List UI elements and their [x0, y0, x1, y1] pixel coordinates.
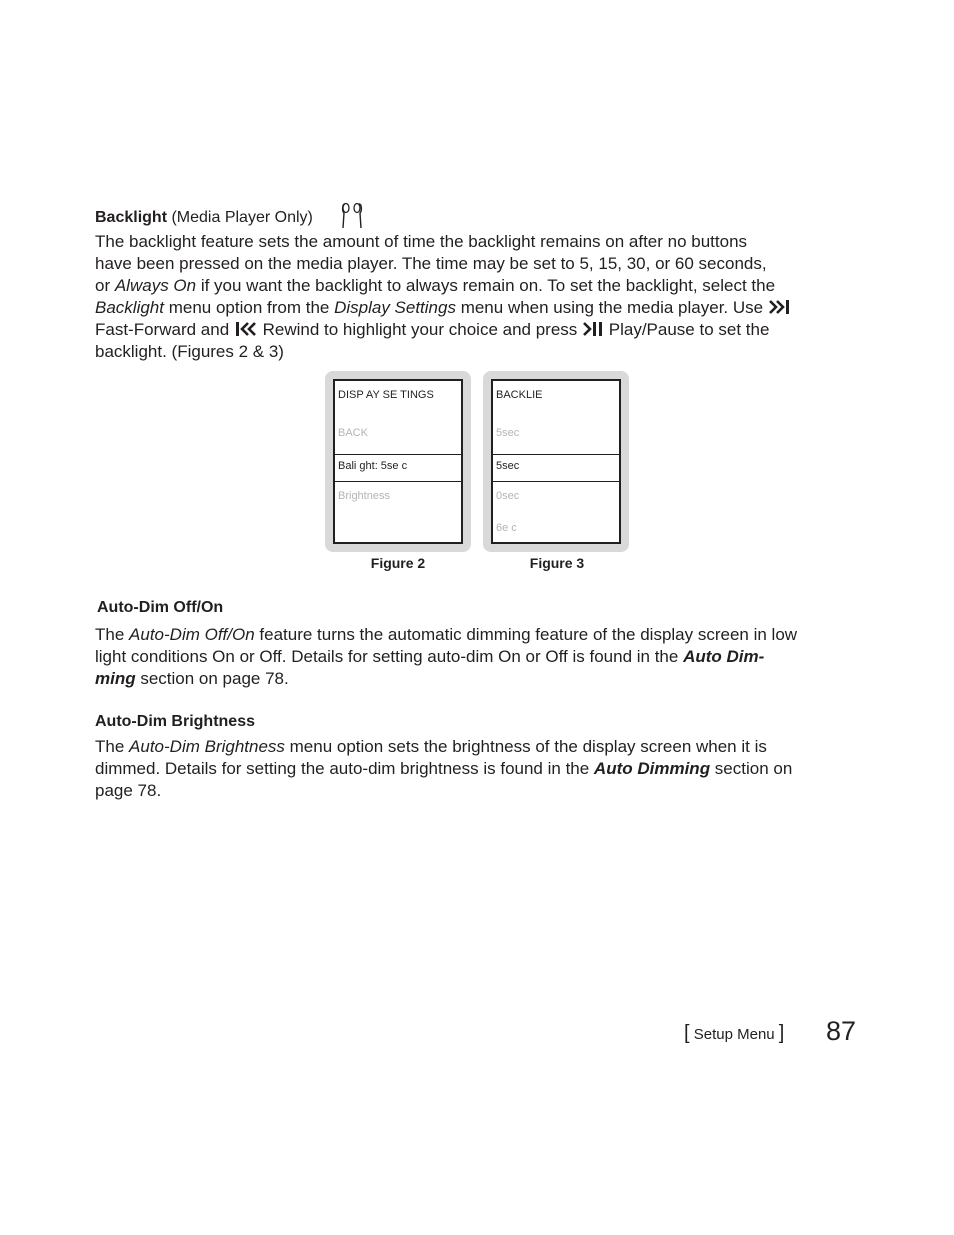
text-line	[95, 624, 885, 646]
screen-row: 0sec	[496, 490, 520, 502]
italic-term: Backlight	[95, 298, 164, 317]
text-span: menu option sets the brightness of the display screen when it is	[284, 737, 767, 756]
footer-section-name: Setup Menu	[693, 1026, 775, 1043]
text-span: if you want the backlight to always remain on. To set the backlight, select the	[196, 276, 776, 295]
figure-3-display	[491, 379, 621, 544]
autodim-brightness-heading: Auto-Dim Brightness	[95, 713, 255, 730]
screen-selected-row	[493, 454, 619, 482]
text-span: menu when using the media player. Use	[455, 298, 768, 317]
bold-italic-term: Auto Dim-	[683, 647, 765, 666]
text-span: menu option from the	[163, 298, 335, 317]
figure-2-device-screen	[325, 371, 471, 552]
backlight-subheading: (Media Player Only)	[171, 209, 313, 226]
fast-forward-icon	[768, 299, 792, 315]
text-span: section on page 78.	[135, 669, 289, 688]
bracket-open: [	[684, 1022, 690, 1044]
text-line	[95, 758, 885, 780]
screen-title: BACKLIE	[496, 389, 543, 401]
bold-italic-term: Auto Dimming	[593, 759, 711, 778]
text-span: The	[95, 625, 130, 644]
screen-title: DISP AY SE TINGS	[338, 389, 434, 401]
rewind-icon	[234, 321, 258, 337]
backlight-heading-row	[95, 209, 313, 227]
autodim-onoff-paragraph	[95, 624, 885, 690]
bracket-close: ]	[778, 1022, 785, 1044]
italic-term: Auto-Dim Brightness	[129, 737, 285, 756]
text-span: or	[95, 276, 115, 295]
text-line	[95, 668, 885, 690]
text-line	[95, 275, 875, 297]
backlight-heading: Backlight	[95, 209, 168, 226]
text-span: Fast-Forward and	[95, 320, 234, 339]
earbuds-icon	[340, 202, 366, 232]
screen-row: 6e c	[496, 522, 517, 534]
italic-term: Auto-Dim Off/On	[129, 625, 255, 644]
text-line	[95, 319, 875, 341]
text-line: have been pressed on the media player. The time may be set to 5, 15, 30, or 60 seconds,	[95, 254, 767, 273]
page-number: 87	[826, 1016, 857, 1046]
play-pause-icon	[582, 321, 604, 337]
figure-3-caption: Figure 3	[529, 555, 585, 571]
autodim-brightness-paragraph	[95, 736, 885, 802]
bold-italic-term: ming	[95, 669, 136, 688]
italic-term: Always On	[114, 276, 197, 295]
text-span: Rewind to highlight your choice and press	[257, 320, 583, 339]
text-span: Play/Pause to set the	[604, 320, 770, 339]
screen-row: BACK	[338, 427, 368, 439]
text-span: section on	[710, 759, 793, 778]
text-line: page 78.	[95, 781, 162, 800]
text-line	[95, 646, 885, 668]
figure-2-display	[333, 379, 463, 544]
footer-section-label	[684, 1022, 784, 1045]
text-line	[95, 736, 885, 758]
figure-2-caption: Figure 2	[370, 555, 426, 571]
text-line: backlight. (Figures 2 & 3)	[95, 342, 284, 361]
screen-row: 5sec	[496, 427, 520, 439]
figure-3-device-screen	[483, 371, 629, 552]
italic-term: Display Settings	[334, 298, 456, 317]
screen-row: Brightness	[338, 490, 390, 502]
selected-row-label: Bali ght: 5se c	[338, 460, 408, 472]
text-line: The backlight feature sets the amount of time the backlight remains on after no buttons	[95, 232, 748, 251]
autodim-onoff-heading: Auto-Dim Off/On	[97, 599, 224, 616]
screen-selected-row	[335, 454, 461, 482]
text-span: light conditions On or Off. Details for setting auto-dim On or Off is found in the	[95, 647, 684, 666]
backlight-paragraph	[95, 231, 875, 363]
text-span: dimmed. Details for setting the auto-dim brightness is found in the	[95, 759, 594, 778]
text-line	[95, 297, 875, 319]
text-span: feature turns the automatic dimming feature of the display screen in low	[254, 625, 798, 644]
text-span: The	[95, 737, 130, 756]
selected-row-label: 5sec	[496, 460, 520, 472]
